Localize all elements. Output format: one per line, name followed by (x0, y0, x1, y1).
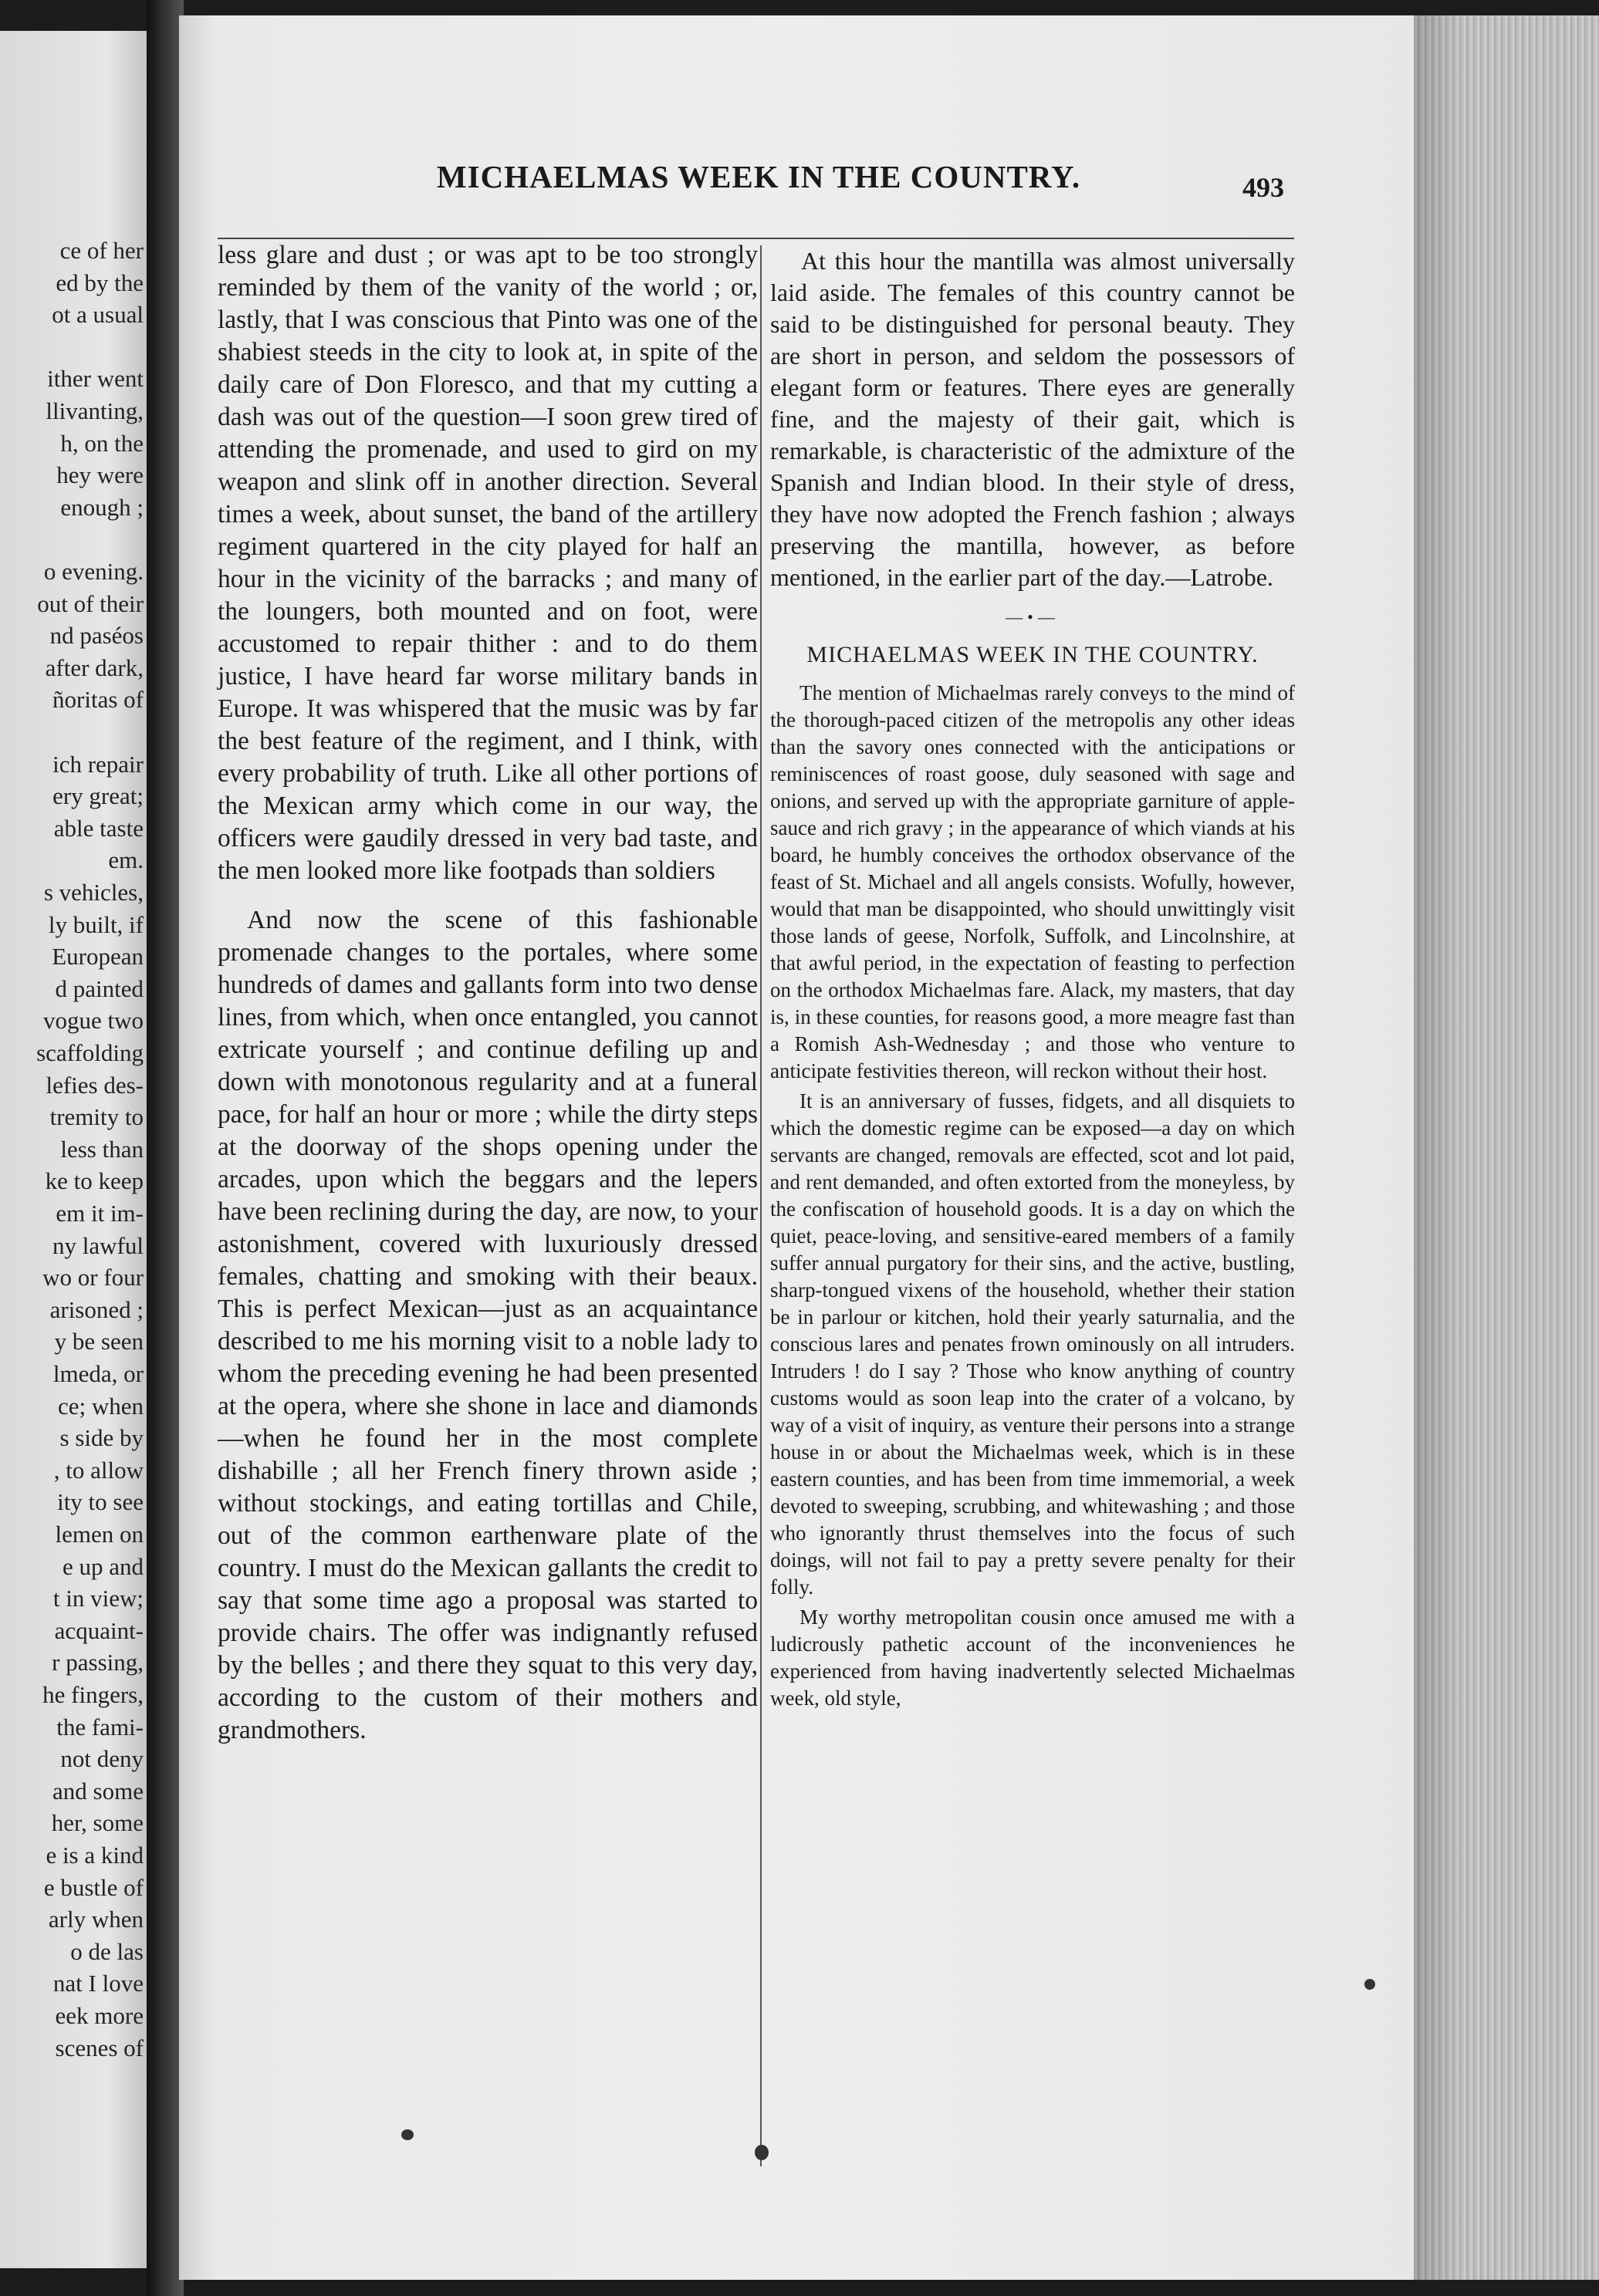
facing-page-line: ich repair (52, 750, 144, 778)
facing-page-line: , to allow (53, 1456, 144, 1484)
facing-page-line: ny lawful (52, 1231, 144, 1259)
facing-page-line: nat I love (52, 1970, 144, 1997)
facing-page-line: e is a kind (46, 1842, 144, 1869)
facing-page-line: wo or four (42, 1264, 144, 1292)
paragraph: less glare and dust ; or was apt to be too strongly reminded by them of the vanity of the world ; or, lastly, that I was conscious that Pinto was one of the shabiest steeds in the city to look at, in spite of the daily care of Don Floresco, and that my cutting a dash was out of the question—I soon grew tired of attending the promenade, and used to gird on my weapon and slink off in another direction. Several times a week, about sunset, the band of the artillery regiment quartered in the city played for half an hour in the vicinity of the barracks ; and many of the loungers, both mounted and on foot, were accustomed to repair thither : and to do them justice, I have heard far worse military bands in Europe. It was whispered that the music was by far the best feature of the regiment, and I think, with every probability of truth. Like all other portions of the Mexican army which come in our way, the officers were gaudily dressed in very bad taste, and the men looked more like footpads than soldiers (218, 241, 758, 885)
facing-page-line: o de las (70, 1937, 144, 1965)
facing-page-line: after dark, (45, 653, 144, 681)
paragraph: At this hour the mantilla was almost universally laid aside. The females of this country cannot be said to be distinguished for personal beauty. They are short in person, and seldom the possessors of elegant form or features. There eyes are generally fine, and the majesty of their gait, which is remarkable, is characteristic of the admixture of the Spanish and Indian blood. In their style of dress, they have now adopted the French fashion ; always preserving the mantilla, however, as before mentioned, in the earlier part of the day.—Latrobe. (770, 247, 1295, 591)
facing-page-line: less than (60, 1135, 144, 1163)
section-title: MICHAELMAS WEEK IN THE COUNTRY. (806, 642, 1259, 667)
book-gutter (147, 0, 184, 2296)
facing-page-line: ly built, if (48, 910, 144, 938)
facing-page-line: ke to keep (45, 1167, 144, 1195)
facing-page-line: arly when (48, 1906, 144, 1933)
facing-page-line: ity to see (57, 1488, 144, 1516)
facing-page-line: ery great; (52, 782, 144, 810)
facing-page-line: lefies des- (46, 1071, 144, 1099)
page-edge-shadow (1414, 15, 1460, 2280)
facing-page-line: ñoritas of (52, 686, 144, 714)
facing-page-line: nd paséos (49, 622, 144, 650)
facing-page-line: ed by the (56, 268, 144, 296)
facing-page-line: enough ; (60, 493, 144, 521)
facing-page-line: tremity to (49, 1103, 144, 1131)
right-column (770, 245, 1295, 1715)
facing-page-line: o evening. (43, 558, 144, 585)
paragraph: And now the scene of this fashionable promenade changes to the portales, where some hundreds of dames and gallants form into two dense lines, from which, when once entangled, you cannot extricate yourself ; and continue defiling up and down with monotonous regularity and at a funeral pace, for half an hour or more ; while the dirty steps at the doorway of the shops opening under the arcades, upon which the beggars and the lepers have been reclining during the day, are now, to your astonishment, covered with luxuriously dressed females, chatting and smoking with their beaux. This is perfect Mexican—just as an acquaintance described to me his morning visit to a noble lady to whom the preceding evening he had been presented at the opera, where she shone in lace and diamonds—when he found her in the most complete dishabille ; all her French finery thrown aside ; without stockings, and eating tortillas and Chile, out of the common earthenware plate of the country. I must do the Mexican gallants the credit to say that some time ago a proposal was started to provide chairs. The offer was indignantly refused by the belles ; and there they squat to this very day, according to the custom of their mothers and grandmothers. (218, 906, 758, 1744)
facing-page-line: em it im- (56, 1200, 144, 1227)
ink-speck (755, 2145, 769, 2160)
ink-speck (401, 2129, 414, 2140)
facing-page-line: scenes of (55, 2034, 144, 2061)
facing-page-line: t in view; (52, 1585, 144, 1612)
facing-page-line: ce; when (57, 1392, 144, 1420)
facing-page-line: llivanting, (46, 397, 144, 424)
facing-page-line: s side by (59, 1424, 144, 1452)
facing-page-line: r passing, (52, 1649, 144, 1676)
facing-page-line: vogue two (42, 1007, 144, 1035)
facing-page-line: able taste (53, 814, 144, 842)
facing-page-line: hey were (56, 461, 144, 489)
facing-page-line: ither went (47, 365, 144, 393)
facing-page-line: y be seen (54, 1328, 144, 1356)
facing-page-line: ce of her (59, 237, 144, 264)
facing-page-line: s vehicles, (43, 879, 144, 906)
left-column (218, 239, 758, 1747)
paragraph: It is an anniversary of fusses, fidgets, and all disquiets to which the domestic regime can be exposed—a day on which servants are changed, removals are effected, scot and lot paid, and rent demanded, and often extorted from the moneyless, by the confiscation of household goods. It is a day on which the quiet, peace-loving, and sensitive-eared members of a family suffer annual purgatory for their sins, and the active, bustling, sharp-tongued vixens of the household, whether their station be in parlour or kitchen, hold their yearly saturnalia, and the conscious lares and penates frown ominously on all intruders. Intruders ! do I say ? Those who know anything of country customs would as soon leap into the crater of a volcano, by way of a visit of inquiry, as venture their persons into a strange house in or about the Michaelmas week, which is in these eastern counties, and has been from time immemorial, a week devoted to sweeping, scrubbing, and whitewashing ; and those who ignorantly thrust themselves into the focus of such doings, will not fail to pay a pretty severe penalty for their folly. (770, 1089, 1295, 1599)
facing-page-line: ot a usual (52, 301, 144, 329)
paragraph: My worthy metropolitan cousin once amused me with a ludicrously pathetic account of the inconveniences he experienced from having inadvertently selected Michaelmas week, old style, (770, 1606, 1295, 1710)
facing-page-edge (0, 31, 154, 2268)
paragraph: The mention of Michaelmas rarely conveys to the mind of the thorough-paced citizen of the metropolis any other ideas than the savory ones connected with the anticipations or reminiscences of roast goose, duly seasoned with sage and onions, and served up with the appropriate garniture of apple-sauce and rich gravy ; in the appearance of which viands at his board, he humbly conceives the orthodox observance of the feast of St. Michael and all angels consists. Wofully, however, would that man be disappointed, who should unwittingly visit those lands of geese, Norfolk, Suffolk, and Lincolnshire, at that awful period, in the expectation of feasting to perfection on the orthodox Michaelmas fare. Alack, my masters, that day is, in these counties, for reasons good, a more meagre fast than a Romish Ash-Wednesday ; and those who venture to anticipate festivities thereon, will reckon without their host. (770, 681, 1295, 1082)
facing-page-line: h, on the (60, 429, 144, 457)
running-head: MICHAELMAS WEEK IN THE COUNTRY. (436, 159, 1081, 194)
facing-page-line: d painted (55, 974, 144, 1002)
column-divider (760, 245, 762, 2166)
facing-page-line: e bustle of (43, 1873, 144, 1901)
facing-page-line: acquaint- (54, 1616, 144, 1644)
facing-page-line: eek more (55, 2002, 144, 2029)
facing-page-line: and some (52, 1777, 144, 1805)
facing-page-line: e up and (62, 1552, 144, 1580)
page-number: 493 (1242, 172, 1284, 203)
facing-page-line: scaffolding (36, 1039, 144, 1066)
facing-page-line: her, some (51, 1809, 144, 1837)
facing-page-line: the fami- (56, 1713, 144, 1741)
facing-page-line: lmeda, or (52, 1360, 144, 1387)
facing-page-line: he fingers, (42, 1681, 144, 1708)
facing-page-line: em. (108, 846, 144, 874)
section-ornament: —•— (1006, 607, 1060, 626)
facing-page-line: not deny (60, 1745, 144, 1773)
ink-speck (1364, 1979, 1375, 1990)
facing-page-line: European (52, 943, 144, 971)
facing-page-line: arisoned ; (49, 1295, 144, 1323)
facing-page-line: out of their (37, 589, 144, 617)
facing-page-line: lemen on (55, 1521, 144, 1548)
